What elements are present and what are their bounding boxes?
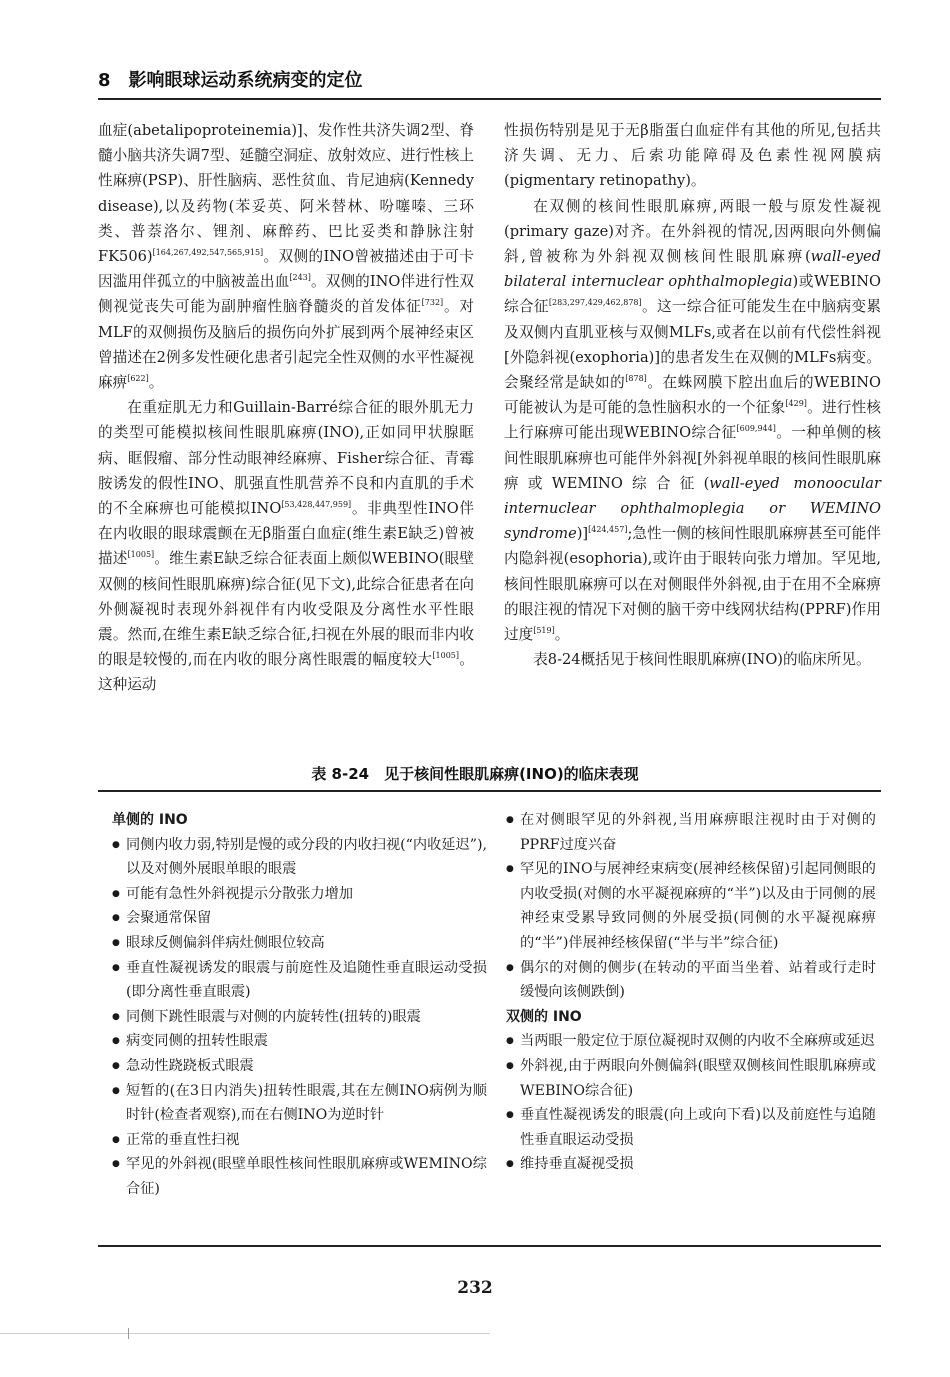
citation-ref: [732] xyxy=(421,298,444,308)
text-run: 。一种单侧的核间性眼肌麻痹也可能伴外斜视[外斜视单眼的核间性眼肌麻痹或WEMINO综合征( xyxy=(504,424,881,492)
text-run: 。 xyxy=(148,374,164,392)
list-item: ● 罕见的INO与展神经束病变(展神经核保留)引起同侧眼的内收受损(对侧的水平凝视麻痹的“半”)以及由于同侧的展神经束受累导致同侧的外展受损(同侧的水平凝视麻痹的“半”)伴展神经核保留(“半与半”综合征) xyxy=(506,857,876,955)
text-run: 。非典型性INO伴在内收眼的眼球震颤在无β脂蛋白血症(维生素E缺乏)曾被描述 xyxy=(98,500,475,568)
citation-ref: [53,428,447,959] xyxy=(281,500,352,510)
citation-ref: [1005] xyxy=(127,550,155,560)
list-item: ● 可能有急性外斜视提示分散张力增加 xyxy=(112,882,487,907)
scan-artifact-tick xyxy=(128,1328,129,1339)
citation-ref: [164,267,492,547,565,915] xyxy=(152,248,264,258)
list-item: ● 短暂的(在3日内消失)扭转性眼震,其在左侧INO病例为顺时针(检查者观察),而在右侧INO为逆时针 xyxy=(112,1079,487,1128)
right-paragraph-1 xyxy=(504,118,881,194)
text-run: 。这种运动 xyxy=(98,651,474,694)
citation-ref: [424,457] xyxy=(588,525,628,535)
unilateral-list-continued xyxy=(506,808,876,1005)
text-run: 表8-24概括见于核间性眼肌麻痹(INO)的临床所见。 xyxy=(533,651,871,669)
text-run: 。在蛛网膜下腔出血后的WEBINO可能被认为是可能的急性脑积水的一个征象 xyxy=(504,374,881,417)
bilateral-heading: 双侧的 INO xyxy=(506,1008,582,1025)
text-run: )或WEBINO综合征 xyxy=(504,273,881,316)
citation-ref: [1005] xyxy=(432,651,459,661)
header-rule xyxy=(98,98,881,100)
left-paragraph-1 xyxy=(98,118,474,395)
list-item: ● 同侧下跳性眼震与对侧的内旋转性(扭转的)眼震 xyxy=(112,1005,487,1030)
citation-ref: [878] xyxy=(625,374,647,384)
list-item: ● 罕见的外斜视(眼壁单眼性核间性眼肌麻痹或WEMINO综合征) xyxy=(112,1152,487,1201)
text-run: ;急性一侧的核间性眼肌麻痹甚至可能伴内隐斜视(esophoria),或许由于眼转向张力增加。罕见地,核间性眼肌麻痹可以在对侧眼伴外斜视,由于在用不全麻痹的眼注视的情况下对侧的脑干旁中线网状结构(PPRF)作用过度 xyxy=(504,525,881,644)
table-right-column xyxy=(506,808,876,1177)
italic-term: wall-eyed monoocular internuclear ophthalmoplegia or WEMINO syndrome xyxy=(504,474,881,543)
text-run: 。维生素E缺乏综合征表面上颇似WEBINO(眼壁双侧的核间性眼肌麻痹)综合征(见下文),此综合征患者在向外侧凝视时表现外斜视伴有内收受限及分离性水平性眼震。然而,在维生素E缺乏综合征,扫视在外展的眼而非内收的眼是较慢的,而在内收的眼分离性眼震的幅度较大 xyxy=(98,550,474,669)
text-run: 。双侧的INO曾被描述由于可卡因滥用伴孤立的中脑被盖出血 xyxy=(98,248,474,291)
list-item: ● 同侧内收力弱,特别是慢的或分段的内收扫视(“内收延迟”),以及对侧外展眼单眼的眼震 xyxy=(112,833,487,882)
text-run: )] xyxy=(576,525,589,543)
list-item: ● 外斜视,由于两眼向外侧偏斜(眼壁双侧核间性眼肌麻痹或WEBINO综合征) xyxy=(506,1054,876,1103)
bilateral-list xyxy=(506,1029,876,1177)
list-item: ● 偶尔的对侧的侧步(在转动的平面当坐着、站着或行走时缓慢向该侧跌倒) xyxy=(506,956,876,1005)
text-run: 。对MLF的双侧损伤及脑后的损伤向外扩展到两个展神经束区曾描述在2例多发性硬化患者引起完全性双侧的水平性凝视麻痹 xyxy=(98,298,474,392)
text-run: 。 xyxy=(554,626,570,644)
citation-ref: [622] xyxy=(127,374,149,384)
list-item: ● 正常的垂直性扫视 xyxy=(112,1128,487,1153)
list-item: ● 会聚通常保留 xyxy=(112,906,487,931)
table-top-rule xyxy=(98,790,881,792)
citation-ref: [429] xyxy=(785,399,807,409)
list-item: ● 病变同侧的扭转性眼震 xyxy=(112,1029,487,1054)
list-item: ● 眼球反侧偏斜伴病灶侧眼位较高 xyxy=(112,931,487,956)
table-title: 表 8-24 见于核间性眼肌麻痹(INO)的临床表现 xyxy=(311,765,639,783)
citation-ref: [283,297,429,462,878] xyxy=(548,298,642,308)
list-item: ● 维持垂直凝视受损 xyxy=(506,1152,876,1177)
text-run: 血症(abetalipoproteinemia)]、发作性共济失调2型、脊髓小脑共济失调7型、延髓空洞症、放射效应、进行性核上性麻痹(PSP)、肝性脑病、恶性贫血、肯尼迪病(Kennedy disease),以及药物(苯妥英、阿米替林、吩噻嗪、三环类、普萘洛尔、锂剂、麻醉药、巴比妥类和静脉注射FK506) xyxy=(98,122,474,266)
right-column xyxy=(504,118,881,672)
page-number: 232 xyxy=(457,1278,493,1298)
chapter-header: 8 影响眼球运动系统病变的定位 xyxy=(98,70,363,91)
unilateral-list xyxy=(112,833,487,1202)
scan-artifact-line xyxy=(0,1333,490,1334)
unilateral-heading: 单侧的 INO xyxy=(112,812,188,828)
table-bottom-rule xyxy=(98,1245,881,1247)
list-item: ● 当两眼一般定位于原位凝视时双侧的内收不全麻痹或延迟 xyxy=(506,1029,876,1054)
list-item: ● 垂直性凝视诱发的眼震与前庭性及追随性垂直眼运动受损(即分离性垂直眼震) xyxy=(112,956,487,1005)
citation-ref: [243] xyxy=(289,273,311,283)
right-paragraph-2 xyxy=(504,194,881,648)
text-run: 。进行性核上行麻痹可能出现WEBINO综合征 xyxy=(504,399,881,442)
list-item: ● 垂直性凝视诱发的眼震(向上或向下看)以及前庭性与追随性垂直眼运动受损 xyxy=(506,1103,876,1152)
text-run: 在双侧的核间性眼肌麻痹,两眼一般与原发性凝视(primary gaze)对齐。在外斜视的情况,因两眼向外侧偏斜,曾被称为外斜视双侧核间性眼肌麻痹( xyxy=(504,197,881,266)
left-paragraph-2 xyxy=(98,395,474,697)
text-run: 。这一综合征可能发生在中脑病变累及双侧内直肌亚核与双侧MLFs,或者在以前有代偿性斜视[外隐斜视(exophoria)]的患者发生在双侧的MLFs病变。会聚经常是缺如的 xyxy=(504,298,881,392)
citation-ref: [519] xyxy=(533,626,555,636)
list-item: ● 在对侧眼罕见的外斜视,当用麻痹眼注视时由于对侧的PPRF过度兴奋 xyxy=(506,808,876,857)
right-paragraph-3 xyxy=(504,647,881,672)
left-column xyxy=(98,118,474,698)
table-left-column xyxy=(112,808,487,1202)
list-item: ● 急动性跷跷板式眼震 xyxy=(112,1054,487,1079)
italic-term: wall-eyed bilateral internuclear ophthalmoplegia xyxy=(504,248,881,291)
citation-ref: [609,944] xyxy=(736,424,776,434)
text-run: 。双侧的INO伴进行性双侧视觉丧失可能为副肿瘤性脑脊髓炎的首发体征 xyxy=(98,273,474,316)
text-run: 在重症肌无力和Guillain-Barré综合征的眼外肌无力的类型可能模拟核间性眼肌麻痹(INO),正如同甲状腺眶病、眶假瘤、部分性动眼神经麻痹、Fisher综合征、青霉胺诱发的假性INO、肌强直性肌营养不良和内直肌的手术的不全麻痹也可能模拟INO xyxy=(98,399,474,518)
text-run: 性损伤特别是见于无β脂蛋白血症伴有其他的所见,包括共济失调、无力、后索功能障碍及色素性视网膜病(pigmentary retinopathy)。 xyxy=(504,122,881,190)
